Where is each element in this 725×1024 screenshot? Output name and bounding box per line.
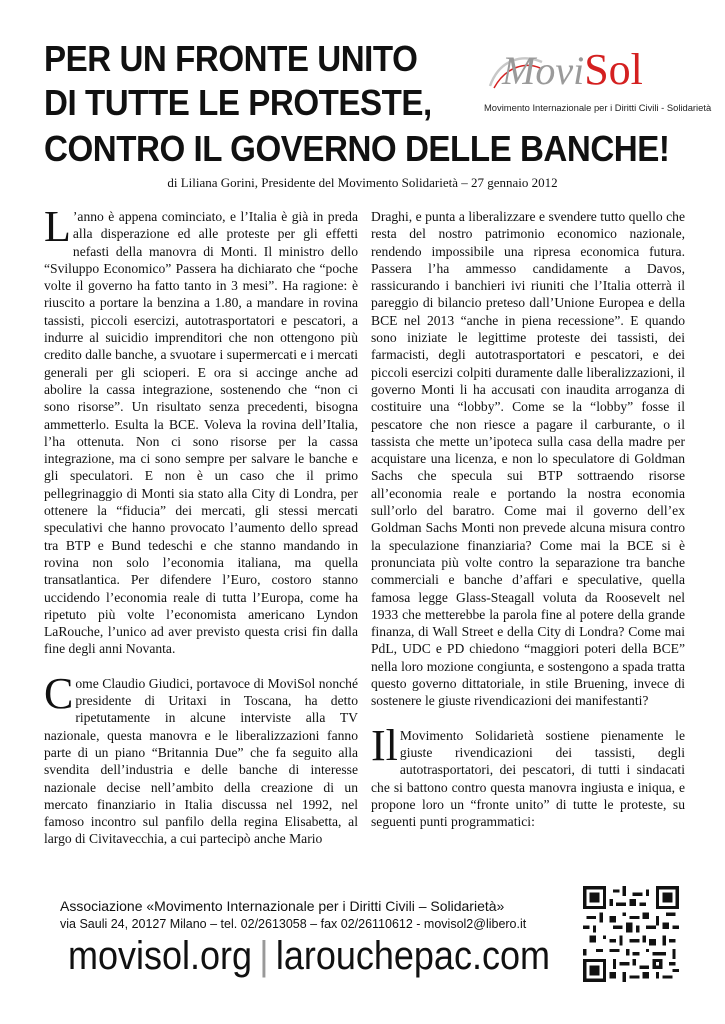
- article-column-right: [371, 208, 685, 830]
- movisol-logo: [484, 44, 712, 122]
- paragraph-text: ome Claudio Giudici, portavoce di MoviSol nonché presidente di Uritaxi in Toscana, ha detto ripetutamente in alcune interviste alla TV nazionale, questa manovra e le liberalizzazioni fanno parte di un piano “Britannia Due” che fa seguito alla svendita dell’industria e delle banche di interesse nazionale decise nell’ambito della creazione di un mercato finanziario in Italia discussa nel 1992, nel famoso incontro sul panfilo della regina Elisabetta, al largo di Civitavecchia, a cui partecipò anche Mario: [44, 675, 358, 847]
- paragraph-text: Draghi, e punta a liberalizzare e svendere tutto quello che resta del nostro patrimonio economico nazionale, rendendo impossibile una ripresa economica futura. Passera l’ha ammesso candidamente a Davos, rassicurando i banchieri ivi riuniti che l’Italia otterrà il pareggio di bilancio preteso dall’Unione Europea e della BCE nel 2013 “anche in piena recessione”. E quando sono iniziate le legittime proteste dei tassisti, dei farmacisti, degli autotrasportatori e pescatori, e dei piccoli esercizi colpiti duramente dalle liberalizzazioni, il governo Monti li ha accusati con inaudita arroganza di costituire una “lobby”. Come se la “lobby” fosse il pescatore che non riesce a pagare il carburante, o il tassista che mette un’ipoteca sulla casa della madre per acquistare una licenza, e non lo speculatore di Goldman Sachs che specula sui BTP sottraendo risorse all’economia reale e portando la nostra economia sull’orlo del baratro. Come mai il governo dell’ex Goldman Sachs Monti non prevede alcuna misura contro la speculazione finanziaria? Come mai la BCE si è pronunciata più volte contro la separazione tra banche commerciali e banche d’affari e speculative, quella famosa legge Glass-Steagall voluta da Roosevelt nel 1933 che metterebbe la parola fine al potere della grande finanza, di Wall Street e della City di Londra? Come mai PdL, UDC e PD chiedono “maggiori poteri della BCE” nella loro mozione congiunta, e sostengono a spada tratta questo governo dittatoriale, in stile Bruening, invece di sostenere le giuste rivendicazioni dei manifestanti?: [371, 209, 685, 709]
- link-separator: |: [259, 934, 269, 978]
- logo-tagline: Movimento Internazionale per i Diritti Civili - Solidarietà: [484, 102, 712, 113]
- dropcap: C: [44, 668, 74, 718]
- article-paragraph: [44, 202, 358, 658]
- dropcap: Il: [371, 720, 398, 770]
- website-link-movisol[interactable]: movisol.org: [68, 934, 253, 978]
- article-paragraph: [371, 720, 685, 831]
- headline-line-2: DI TUTTE LE PROTESTE,: [44, 82, 432, 123]
- website-link-larouchepac[interactable]: larouchepac.com: [275, 934, 550, 978]
- logo-movi-text: Movi: [502, 48, 585, 93]
- logo-sol-text: Sol: [584, 45, 643, 94]
- article-paragraph: [44, 668, 358, 848]
- website-links: [68, 934, 550, 979]
- paragraph-text: Movimento Solidarietà sostiene pienamente le giuste rivendicazioni dei tassisti, degli autotrasportatori, dei pescatori, di tutti i sindacati che si battono contro questa manovra ingiusta e iniqua, e propone loro un “fronte unito” di tutte le proteste, su seguenti punti programmatici:: [371, 727, 685, 830]
- headline-line-1: PER UN FRONTE UNITO: [44, 38, 418, 79]
- qr-code-icon: [583, 886, 679, 982]
- association-name: Associazione «Movimento Internazionale per i Diritti Civili – Solidarietà»: [60, 898, 505, 914]
- paragraph-text: ’anno è appena cominciato, e l’Italia è già in preda alla disperazione ed alle proteste per gli effetti nefasti della manovra di Monti. Il ministro dello “Sviluppo Economico” Passera ha dichiarato che “poche volte il governo ha fatto tanto in 3 mesi”. Ha ragione: è riuscito a portare la benzina a 1.80, a mandare in rovina tassisti, piccoli esercizi, autotrasportatori e pescatori, a indurre al suicidio imprenditori che non ottengono più credito dalle banche, a svuotare i supermercati e i mercati generali per gli scioperi. E ora si accinge anche ad abolire la cassa integrazione, sostenendo che “non ci sono risorse”. Un risultato senza precedenti, bisogna ammetterlo. Esulta la BCE. Voleva la rovina dell’Italia, l’ha ottenuta. Non ci sono risorse per la cassa integrazione, ma ci sono sempre per salvare le banche e gli speculatori. E non è un caso che il primo pellegrinaggio di Monti sia stato alla City di Londra, per ottenere la “fiducia” dei mercati, gli stessi mercati speculativi che hanno provocato l’aumento dello spread tra BTP e Bund tedeschi e che stanno mandando in rovina non solo l’economia italiana, ma quella transatlantica. Per difendere l’Euro, costoro stanno uccidendo l’economia reale di tutta l’Europa, come ha ripetuto più volte l’economista americano Lyndon LaRouche, l’unico ad aver previsto questa crisi fin dalla fine degli anni Novanta.: [44, 209, 358, 657]
- article-paragraph: [371, 208, 685, 710]
- association-address: via Sauli 24, 20127 Milano – tel. 02/2613058 – fax 02/26110612 - movisol2@libero.it: [60, 917, 527, 931]
- article-column-left: [44, 202, 358, 848]
- headline-line-3: CONTRO IL GOVERNO DELLE BANCHE!: [44, 128, 670, 169]
- dropcap: L: [44, 202, 71, 251]
- byline: di Liliana Gorini, Presidente del Movimento Solidarietà – 27 gennaio 2012: [167, 175, 558, 190]
- footer: [0, 880, 725, 1024]
